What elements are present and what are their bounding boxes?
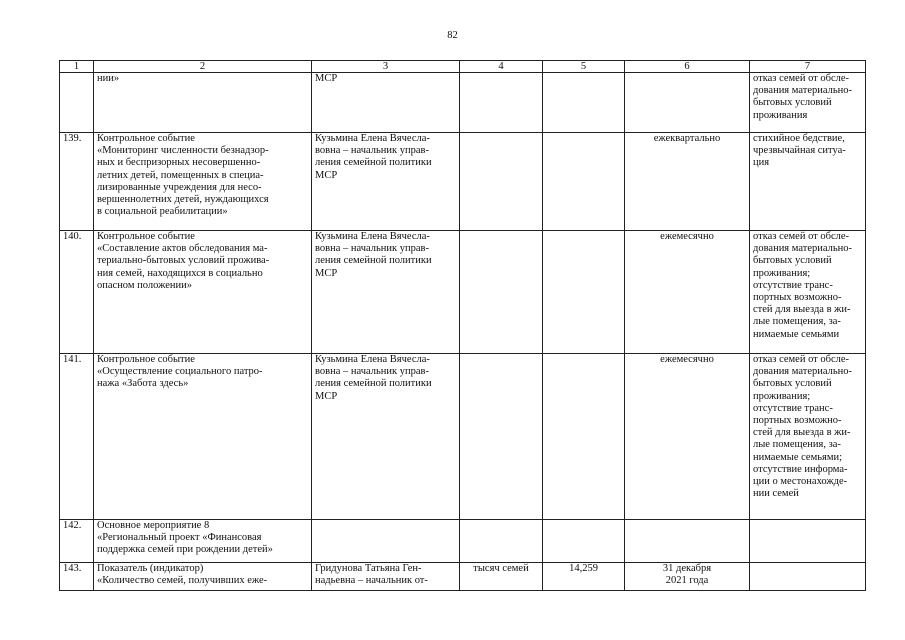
row-number: 139. [60,133,94,231]
unit [460,231,543,354]
value [543,73,625,133]
value [543,520,625,563]
unit [460,73,543,133]
item-name: Показатель (индикатор) «Количество семей, получивших еже- [94,563,312,591]
risk: стихийное бедствие, чрезвычайная ситуа- ция [750,133,866,231]
plan-table [59,60,866,591]
responsible: Кузьмина Елена Вячесла- вовна – начальник управ- ления семейной политики МСР [312,133,460,231]
value [543,231,625,354]
row-number [60,73,94,133]
column-header: 1 [60,61,94,73]
unit [460,354,543,520]
risk: отказ семей от обсле- дования материально- бытовых условий проживания [750,73,866,133]
table-row [60,73,866,133]
table-row [60,133,866,231]
risk [750,520,866,563]
period: 31 декабря 2021 года [625,563,750,591]
item-name: Контрольное событие «Мониторинг численности безнадзор- ных и беспризорных несовершенно- летних детей, помещенных в специа- лизированные учреждения для несо- вершеннолетних детей, нуждающихся в социальной реабилитации» [94,133,312,231]
column-header: 7 [750,61,866,73]
row-number: 140. [60,231,94,354]
item-name: Контрольное событие «Составление актов обследования ма- териально-бытовых условий прожива- ния семей, находящихся в социально опасном положении» [94,231,312,354]
period: ежеквартально [625,133,750,231]
page-number: 82 [447,30,458,41]
value: 14,259 [543,563,625,591]
table-row [60,563,866,591]
unit [460,133,543,231]
period: ежемесячно [625,354,750,520]
responsible: Кузьмина Елена Вячесла- вовна – начальник управ- ления семейной политики МСР [312,231,460,354]
row-number: 142. [60,520,94,563]
period [625,520,750,563]
column-header: 6 [625,61,750,73]
period [625,73,750,133]
column-header: 5 [543,61,625,73]
table-row [60,354,866,520]
item-name: Основное мероприятие 8 «Региональный проект «Финансовая поддержка семей при рождении детей» [94,520,312,563]
risk: отказ семей от обсле- дования материально- бытовых условий проживания; отсутствие транс- портных возможно- стей для выезда в жи- лые помещения, за- нимаемые семьями; отсутствие информа- ции о местонахожде- нии семей [750,354,866,520]
value [543,354,625,520]
table-row [60,520,866,563]
column-header: 4 [460,61,543,73]
risk: отказ семей от обсле- дования материально- бытовых условий проживания; отсутствие транс- портных возможно- стей для выезда в жи- лые помещения, за- нимаемые семьями [750,231,866,354]
column-header: 3 [312,61,460,73]
unit [460,520,543,563]
responsible [312,520,460,563]
column-header: 2 [94,61,312,73]
responsible: Кузьмина Елена Вячесла- вовна – начальник управ- ления семейной политики МСР [312,354,460,520]
item-name: нии» [94,73,312,133]
responsible: МСР [312,73,460,133]
responsible: Гридунова Татьяна Ген- надьевна – начальник от- [312,563,460,591]
row-number: 143. [60,563,94,591]
item-name: Контрольное событие «Осуществление социального патро- нажа «Забота здесь» [94,354,312,520]
row-number: 141. [60,354,94,520]
value [543,133,625,231]
table-row [60,231,866,354]
risk [750,563,866,591]
unit: тысяч семей [460,563,543,591]
period: ежемесячно [625,231,750,354]
column-number-row [60,61,866,73]
